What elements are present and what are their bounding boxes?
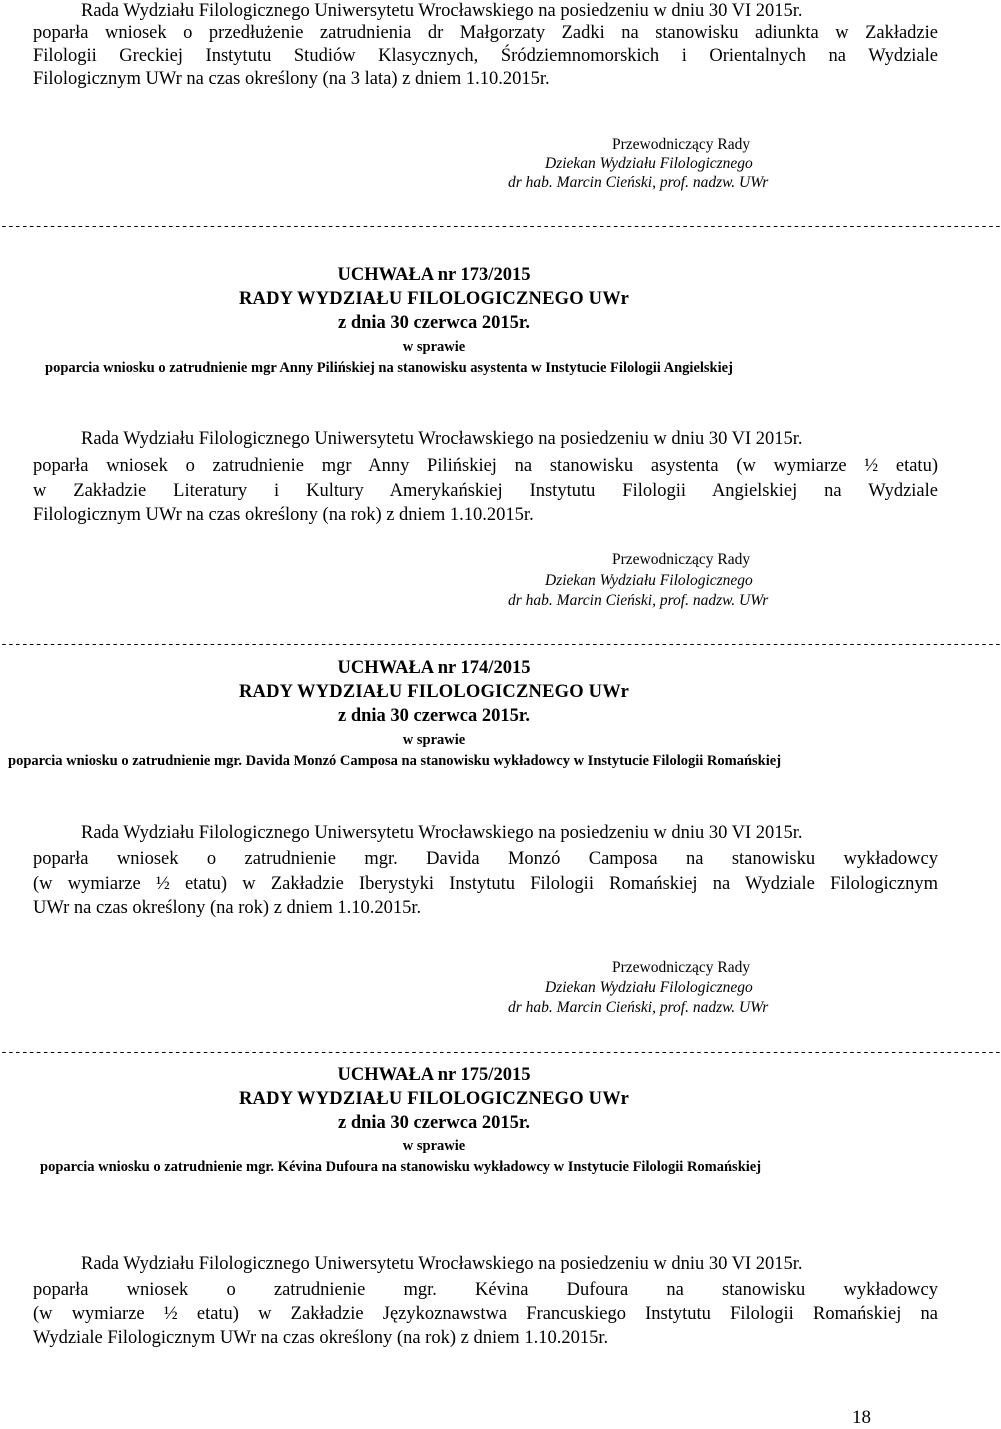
resolution-text-line-3: w Zakładzie Literatury i Kultury Amerykańskiej Instytutu Filologii Angielskiej na Wydziale [33,481,938,501]
resolution-title: UCHWAŁA nr 174/2015 [337,658,531,678]
resolution-body: RADY WYDZIAŁU FILOLOGICZNEGO UWr [239,289,629,309]
divider-line: ------------------------------------------------------------------------------------------------------------------------------------------------ [0,637,1001,652]
resolution-text-line-4: Wydziale Filologicznym UWr na czas określony (na rok) z dniem 1.10.2015r. [33,1328,609,1348]
resolution-date: z dnia 30 czerwca 2015r. [338,1113,530,1133]
w-sprawie-label: w sprawie [402,1138,466,1154]
resolution-text-line-1: Rada Wydziału Filologicznego Uniwersytetu Wrocławskiego na posiedzeniu w dniu 30 VI 2015r. [81,429,803,449]
resolution-date: z dnia 30 czerwca 2015r. [338,313,530,333]
signature-role: Dziekan Wydziału Filologicznego [545,979,753,996]
resolution-date: z dnia 30 czerwca 2015r. [338,706,530,726]
divider-line: ------------------------------------------------------------------------------------------------------------------------------------------------ [0,219,1001,234]
signature-name: dr hab. Marcin Cieński, prof. nadzw. UWr [508,592,769,609]
resolution-body: RADY WYDZIAŁU FILOLOGICZNEGO UWr [239,1089,629,1109]
resolution-title: UCHWAŁA nr 173/2015 [337,265,531,285]
prev-text-line-4: Filologicznym UWr na czas określony (na 3 lata) z dniem 1.10.2015r. [33,69,550,89]
resolution-subject: poparcia wniosku o zatrudnienie mgr. Davida Monzó Camposa na stanowisku wykładowcy w Instytucie Filologii Romańskiej [8,753,782,769]
resolution-text-line-1: Rada Wydziału Filologicznego Uniwersytetu Wrocławskiego na posiedzeniu w dniu 30 VI 2015r. [81,823,803,843]
prev-text-line-1: Rada Wydziału Filologicznego Uniwersytetu Wrocławskiego na posiedzeniu w dniu 30 VI 2015r. [81,1,803,21]
signature-name: dr hab. Marcin Cieński, prof. nadzw. UWr [508,174,769,191]
signature-title: Przewodniczący Rady [612,136,751,153]
resolution-title: UCHWAŁA nr 175/2015 [337,1065,531,1085]
w-sprawie-label: w sprawie [402,732,466,748]
signature-role: Dziekan Wydziału Filologicznego [545,155,753,172]
resolution-text-line-3: (w wymiarze ½ etatu) w Zakładzie Iberystyki Instytutu Filologii Romańskiej na Wydziale Filologicznym [33,874,938,894]
resolution-body: RADY WYDZIAŁU FILOLOGICZNEGO UWr [239,682,629,702]
resolution-text-line-2: poparła wniosek o zatrudnienie mgr. Davida Monzó Camposa na stanowisku wykładowcy [33,849,938,869]
signature-title: Przewodniczący Rady [612,959,751,976]
resolution-text-line-2: poparła wniosek o zatrudnienie mgr Anny Pilińskiej na stanowisku asystenta (w wymiarze ½ etatu) [33,456,938,476]
signature-role: Dziekan Wydziału Filologicznego [545,572,753,589]
resolution-text-line-1: Rada Wydziału Filologicznego Uniwersytetu Wrocławskiego na posiedzeniu w dniu 30 VI 2015r. [81,1254,803,1274]
w-sprawie-label: w sprawie [402,339,466,355]
resolution-text-line-4: UWr na czas określony (na rok) z dniem 1.10.2015r. [33,898,422,918]
resolution-text-line-4: Filologicznym UWr na czas określony (na rok) z dniem 1.10.2015r. [33,505,534,525]
signature-title: Przewodniczący Rady [612,551,751,568]
resolution-subject: poparcia wniosku o zatrudnienie mgr. Kévina Dufoura na stanowisku wykładowcy w Instytucie Filologii Romańskiej [40,1159,762,1175]
prev-text-line-3: Filologii Greckiej Instytutu Studiów Klasycznych, Śródziemnomorskich i Orientalnych na Wydziale [33,46,938,66]
resolution-text-line-2: poparła wniosek o zatrudnienie mgr. Kévina Dufoura na stanowisku wykładowcy [33,1280,938,1300]
divider-line: ------------------------------------------------------------------------------------------------------------------------------------------------ [0,1045,1001,1060]
resolution-text-line-3: (w wymiarze ½ etatu) w Zakładzie Językoznawstwa Francuskiego Instytutu Filologii Romańskiej na [33,1304,938,1324]
resolution-subject: poparcia wniosku o zatrudnienie mgr Anny Pilińskiej na stanowisku asystenta w Instytucie Filologii Angielskiej [45,360,733,376]
signature-name: dr hab. Marcin Cieński, prof. nadzw. UWr [508,999,769,1016]
prev-text-line-2: poparła wniosek o przedłużenie zatrudnienia dr Małgorzaty Zadki na stanowisku adiunkta w Zakładzie [33,23,938,43]
page-number: 18 [852,1407,871,1428]
